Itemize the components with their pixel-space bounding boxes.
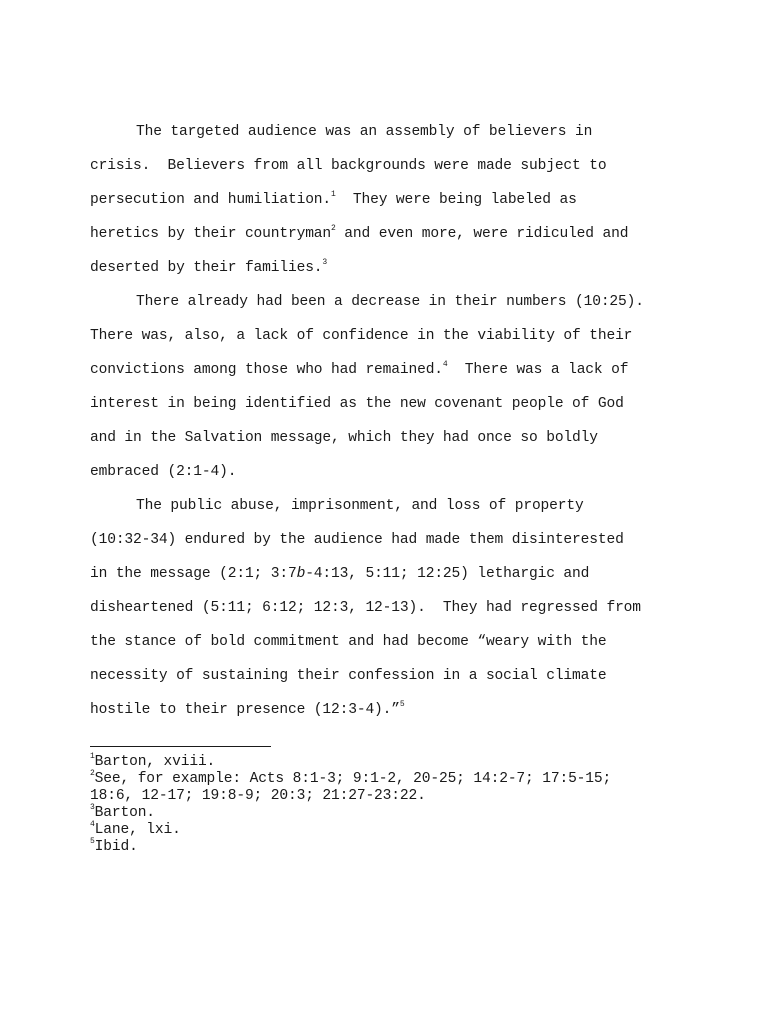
text-line [90,557,675,591]
text-run: disheartened (5:11; 6:12; 12:3, 12-13). They had regressed from [90,600,641,616]
footnote-ref-1: 1 [331,190,336,200]
text-line [90,387,675,421]
text-run: persecution and humiliation. [90,192,332,208]
paragraph-2 [90,285,675,489]
footnotes [90,754,690,856]
footnote-text: Barton. [94,805,155,821]
text-run: There was a lack of [447,362,629,378]
footnote-ref-3: 3 [322,258,328,268]
footnote-ref-5: 5 [399,700,405,710]
footnote-5 [90,839,690,856]
text-line [90,149,675,183]
footnote-ref-2: 2 [331,224,336,234]
footnote-2 [90,771,690,788]
text-line [90,591,675,625]
text-run: crisis. Believers from all backgrounds were made subject to [90,158,607,174]
italic-run: b [296,566,306,582]
text-line [90,217,675,251]
footnote-3 [90,805,690,822]
footnote-2-continued [90,788,690,805]
text-run: and even more, were ridiculed and [335,226,629,242]
footnote-4 [90,822,690,839]
text-run: and in the Salvation message, which they had once so boldly [90,430,598,446]
footnote-separator [90,746,271,747]
footnote-number: 3 [90,803,95,813]
text-line [90,251,675,285]
footnote-text: 18:6, 12-17; 19:8-9; 20:3; 21:27-23:22. [90,788,426,804]
text-run: The public abuse, imprisonment, and loss of property [136,498,584,514]
text-line [90,659,675,693]
text-run: heretics by their countryman [90,226,332,242]
text-run: There was, also, a lack of confidence in the viability of their [90,328,633,344]
text-line [90,115,675,149]
text-run: They were being labeled as [335,192,577,208]
text-run: (10:32-34) endured by the audience had made them disinterested [90,532,624,548]
text-run: convictions among those who had remained. [90,362,443,378]
text-run: the stance of bold commitment and had become “weary with the [90,634,607,650]
text-line [90,625,675,659]
footnote-ref-4: 4 [442,360,448,370]
text-line [90,693,675,727]
footnote-1 [90,754,690,771]
paragraph-1 [90,115,675,285]
footnote-text: See, for example: Acts 8:1-3; 9:1-2, 20-25; 14:2-7; 17:5-15; [94,771,612,787]
body-text [90,115,675,727]
footnote-number: 4 [90,820,95,830]
text-line [90,489,675,523]
text-run: in the message (2:1; 3:7 [90,566,297,582]
footnote-number: 1 [90,752,95,762]
text-run: embraced (2:1-4). [90,464,237,480]
footnote-number: 2 [90,769,95,779]
footnote-number: 5 [90,837,95,847]
text-line [90,183,675,217]
footnote-text: Ibid. [94,839,138,855]
text-run: hostile to their presence (12:3-4).” [90,702,400,718]
paragraph-3 [90,489,675,727]
text-run: There already had been a decrease in their numbers (10:25). [136,294,644,310]
footnote-text: Lane, lxi. [94,822,181,838]
text-run: necessity of sustaining their confession in a social climate [90,668,607,684]
text-line [90,523,675,557]
text-line [90,285,675,319]
text-run: The targeted audience was an assembly of believers in [136,124,593,140]
footnote-text: Barton, xviii. [94,754,216,770]
text-line [90,421,675,455]
text-line [90,353,675,387]
text-line [90,455,675,489]
text-run: -4:13, 5:11; 12:25) lethargic and [305,566,590,582]
text-run: deserted by their families. [90,260,323,276]
text-line [90,319,675,353]
text-run: interest in being identified as the new covenant people of God [90,396,624,412]
